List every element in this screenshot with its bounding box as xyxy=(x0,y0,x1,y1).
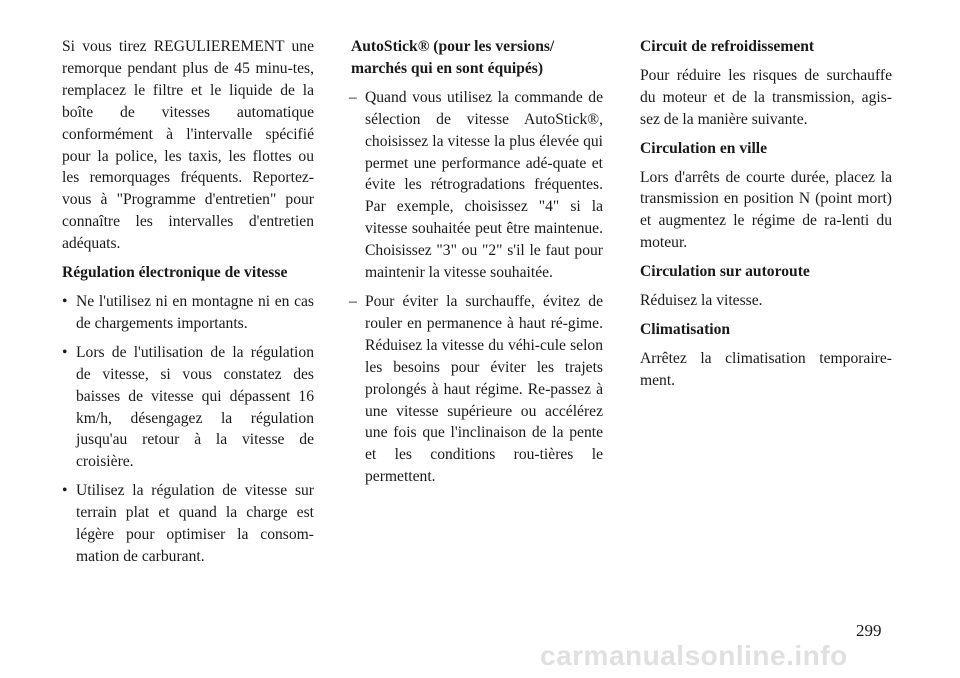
ac-heading: Climatisation xyxy=(640,320,731,338)
towing-paragraph: Si vous tirez REGULIEREMENT une remorque pendant plus de 45 minu-tes, remplacez le filtre et le liquide de la boîte de vitesses automatique conformément à l'intervalle spécifié pour la police, les taxis, les flottes ou les remorquages fréquents. Reportez-vous à "Programme d'entretien" pour connaître les intervalles d'entretien adéquats. xyxy=(62,38,314,253)
autostick-heading: AutoStick® (pour les versions/ marchés qui en sont équipés) xyxy=(351,38,555,77)
ac-paragraph: Arrêtez la climatisation temporaire-ment. xyxy=(640,349,892,389)
column-left xyxy=(62,36,314,575)
cruise-control-heading: Régulation électronique de vitesse xyxy=(62,264,288,282)
watermark: carmanualsonline.info xyxy=(540,640,848,671)
list-item: • Utilisez la régulation de vitesse sur terrain plat et quand la charge est légère pour optimiser la consom-mation de carburant. xyxy=(62,480,314,568)
list-item: – Pour éviter la surchauffe, évitez de rouler en permanence à haut ré-gime. Réduisez la vitesse du véhi-cule selon les besoins pour éviter les trajets prolongés à haut régime. Re-passez à une vitesse supérieure ou accélérez une fois que l'inclinaison de la pente et les conditions rou-tières le permettent. xyxy=(351,291,603,488)
city-paragraph: Lors d'arrêts de courte durée, placez la transmission en position N (point mort) et augmentez le régime de ra-lenti du moteur. xyxy=(640,168,892,252)
column-right xyxy=(640,36,892,399)
list-item: • Ne l'utilisez ni en montagne ni en cas de chargements importants. xyxy=(62,291,314,335)
city-heading: Circulation en ville xyxy=(640,139,768,157)
highway-heading: Circulation sur autoroute xyxy=(640,263,810,281)
autostick-list xyxy=(351,87,603,488)
highway-paragraph: Réduisez la vitesse. xyxy=(640,292,763,310)
cooling-paragraph: Pour réduire les risques de surchauffe du moteur et de la transmission, agis-sez de la manière suivante. xyxy=(640,66,892,128)
cruise-control-list xyxy=(62,291,314,568)
column-middle xyxy=(351,36,603,495)
cooling-heading: Circuit de refroidissement xyxy=(640,38,815,55)
page-number: 299 xyxy=(856,621,882,640)
list-item: • Lors de l'utilisation de la régulation de vitesse, si vous constatez des baisses de vitesse qui dépassent 16 km/h, désengagez la régulation jusqu'au retour à la vitesse de croisière. xyxy=(62,342,314,473)
list-item: – Quand vous utilisez la commande de sélection de vitesse AutoStick®, choisissez la vitesse la plus élevée qui permet une performance adé-quate et évite les rétrogradations fréquentes. Par exemple, choisissez "4" si la vitesse souhaitée peut être maintenue. Choisissez "3" ou "2" s'il le faut pour maintenir la vitesse souhaitée. xyxy=(351,87,603,284)
